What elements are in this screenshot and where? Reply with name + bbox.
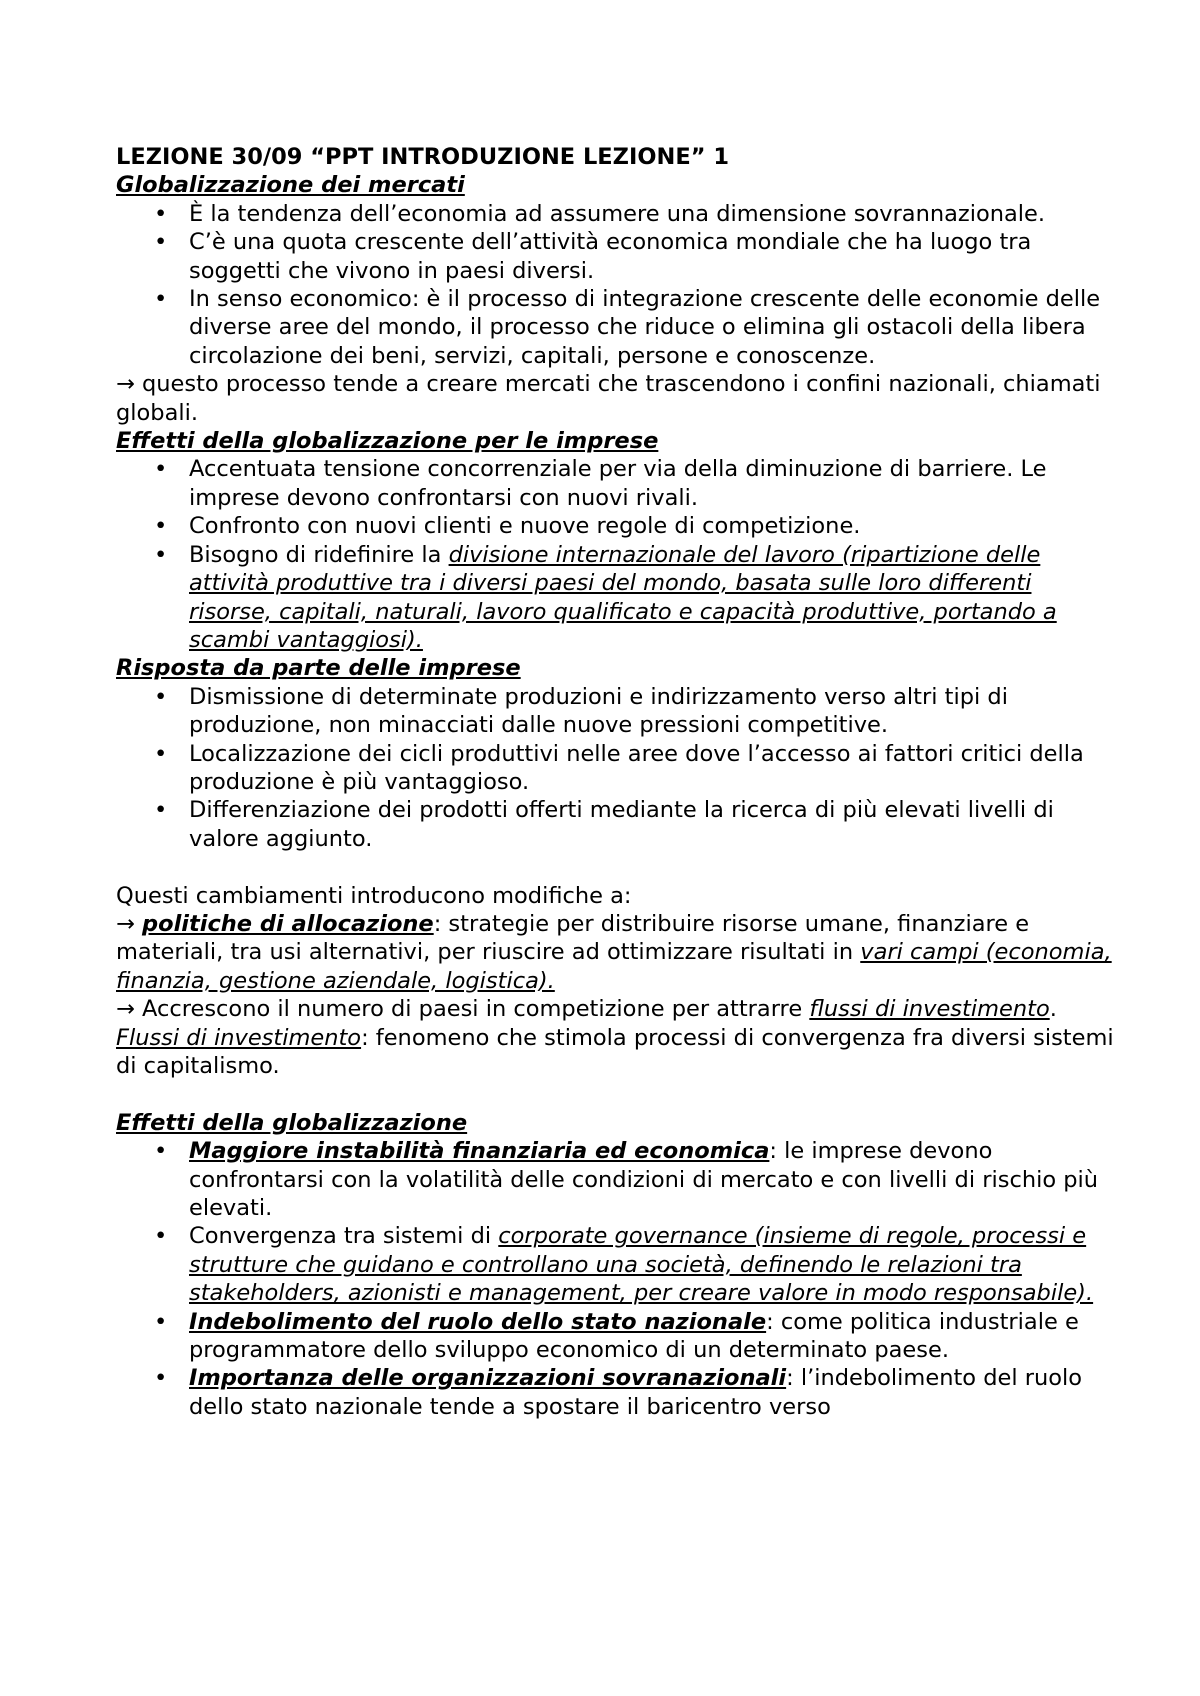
arrow-note [116, 370, 1116, 427]
arrow-right-icon: → [116, 371, 135, 398]
list-item [116, 1222, 1116, 1307]
list-item [116, 200, 1116, 228]
list-item-text: È la tendenza dell’economia ad assumere una dimensione sovrannazionale. [189, 200, 1046, 227]
arrow-note-end: . [1049, 996, 1057, 1023]
underlined-definition: divisione internazionale del lavoro (ripartizione delle attività produttive tra i diversi paesi del mondo, basata sulle loro differenti risorse, capitali, naturali, lavoro qualificato e capacità produttive, portando a scambi vantaggiosi). [189, 541, 1057, 653]
list-item [116, 1308, 1116, 1365]
list-item [116, 683, 1116, 740]
blank-line [116, 853, 1116, 881]
arrow-note-text: Accrescono il numero di paesi in competizione per attrarre [142, 996, 810, 1023]
list-item-text: In senso economico: è il processo di integrazione crescente delle economie delle diverse aree del mondo, il processo che riduce o elimina gli ostacoli della libera circolazione dei beni, servizi, capitali, persone e conoscenze. [189, 286, 1101, 369]
term-flussi-investimento: Flussi di investimento [116, 1024, 362, 1051]
list-item-text: C’è una quota crescente dell’attività economica mondiale che ha luogo tra soggetti che vivono in paesi diversi. [189, 229, 1032, 284]
paragraph-text: : fenomeno che stimola processi di convergenza fra diversi sistemi di capitalismo. [116, 1024, 1114, 1079]
list-effetti-globalizzazione [116, 1137, 1116, 1421]
bullet-icon: • [154, 229, 168, 256]
blank-line [116, 1080, 1116, 1108]
list-item-text: Confronto con nuovi clienti e nuove regole di competizione. [189, 513, 861, 540]
list-item-text: : le imprese devono confrontarsi con la volatilità delle condizioni di mercato e con livelli di rischio più elevati. [189, 1138, 1099, 1221]
list-item-text: Differenziazione dei prodotti offerti mediante la ricerca di più elevati livelli di valore aggiunto. [189, 797, 1054, 852]
heading-effetti-imprese: Effetti della globalizzazione per le imprese [116, 428, 659, 455]
list-item [116, 796, 1116, 853]
paragraph-intro: Questi cambiamenti introducono modifiche a: [116, 882, 632, 909]
bullet-icon: • [154, 200, 168, 227]
term-flussi-investimento: flussi di investimento [809, 996, 1050, 1023]
underlined-definition: corporate governance (insieme di regole, processi e strutture che guidano e controllano una società, definendo le relazioni tra stakeholders, azionisti e management, per creare valore in modo responsabile). [189, 1223, 1094, 1307]
bullet-icon: • [154, 456, 168, 483]
list-item [116, 228, 1116, 285]
bullet-icon: • [154, 286, 168, 313]
bullet-icon: • [154, 683, 168, 710]
list-item-text: Accentuata tensione concorrenziale per via della diminuzione di barriere. Le imprese devono confrontarsi con nuovi rivali. [189, 456, 1047, 511]
bullet-icon: • [154, 541, 168, 568]
arrow-note-text: questo processo tende a creare mercati che trascendono i confini nazionali, chiamati globali. [116, 371, 1101, 426]
term-politiche-allocazione: politiche di allocazione [142, 910, 434, 937]
bullet-icon: • [154, 1138, 168, 1165]
bullet-icon: • [154, 1223, 168, 1250]
list-item-text: Convergenza tra sistemi di [189, 1223, 499, 1250]
heading-globalizzazione-mercati: Globalizzazione dei mercati [116, 172, 465, 199]
bullet-icon: • [154, 1365, 168, 1392]
list-globalizzazione-mercati [116, 200, 1116, 370]
bullet-icon: • [154, 797, 168, 824]
term-instabilita: Maggiore instabilità finanziaria ed economica [189, 1138, 770, 1165]
list-item [116, 455, 1116, 512]
heading-risposta-imprese: Risposta da parte delle imprese [116, 655, 521, 682]
list-item [116, 512, 1116, 540]
list-item-text: Localizzazione dei cicli produttivi nelle aree dove l’accesso ai fattori critici della produzione è più vantaggioso. [189, 740, 1084, 795]
list-item-text: Bisogno di ridefinire la [189, 541, 449, 568]
underlined-definition: vari campi (economia, finanzia, gestione aziendale, logistica). [116, 939, 1112, 994]
list-item-text: : l’indebolimento del ruolo dello stato nazionale tende a spostare il baricentro verso [189, 1365, 1083, 1420]
term-organizzazioni-sovranazionali: Importanza delle organizzazioni sovranazionali [189, 1365, 787, 1392]
bullet-icon: • [154, 513, 168, 540]
arrow-note [116, 995, 1116, 1023]
arrow-note [116, 910, 1116, 995]
arrow-note-text: : strategie per distribuire risorse umane, finanziare e materiali, tra usi alternativi, per riuscire ad ottimizzare risultati in [116, 910, 1030, 966]
list-item [116, 1137, 1116, 1222]
term-indebolimento: Indebolimento del ruolo dello stato nazionale [189, 1308, 767, 1335]
list-item-text: Dismissione di determinate produzioni e indirizzamento verso altri tipi di produzione, non minacciati dalle nuove pressioni competitive. [189, 683, 1008, 739]
list-item [116, 740, 1116, 797]
list-item [116, 285, 1116, 370]
list-item [116, 541, 1116, 655]
list-effetti-imprese [116, 455, 1116, 654]
list-risposta-imprese [116, 683, 1116, 853]
bullet-icon: • [154, 1308, 168, 1335]
paragraph-flussi [116, 1024, 1116, 1081]
document-body [116, 143, 1116, 1421]
arrow-right-icon: → [116, 996, 135, 1023]
heading-effetti-globalizzazione: Effetti della globalizzazione [116, 1109, 468, 1136]
document-title: LEZIONE 30/09 “PPT INTRODUZIONE LEZIONE” 1 [116, 144, 729, 170]
arrow-right-icon: → [116, 910, 135, 937]
list-item-text: : come politica industriale e programmatore dello sviluppo economico di un determinato paese. [189, 1308, 1079, 1364]
list-item [116, 1364, 1116, 1421]
bullet-icon: • [154, 740, 168, 767]
